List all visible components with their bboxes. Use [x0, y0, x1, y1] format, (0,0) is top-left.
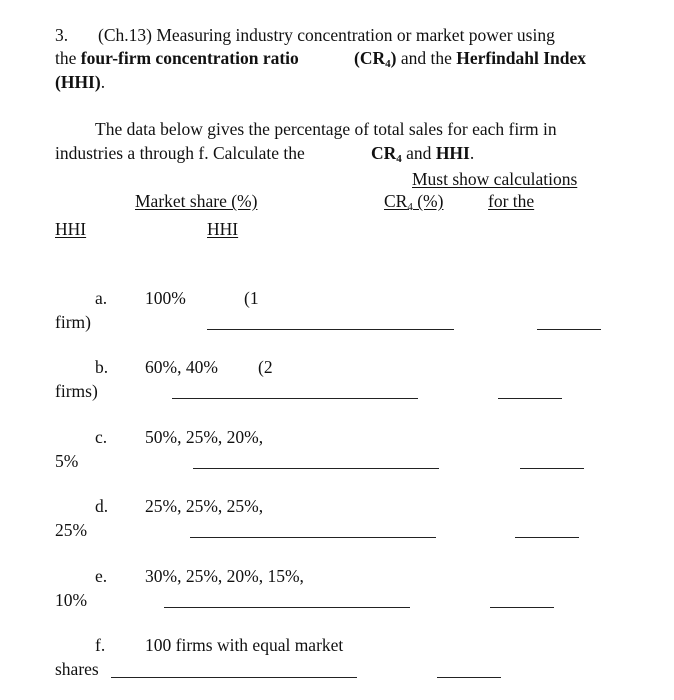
header-cr4: $CR_4$ (%) — [384, 191, 444, 213]
row-letter: a. — [95, 288, 108, 308]
question-line-3: (HHI). — [55, 72, 106, 92]
question-text: and the — [396, 48, 457, 68]
row-shares: 50%, 25%, 20%, — [145, 427, 264, 447]
cr4-answer-blank[interactable] — [193, 468, 439, 469]
header-for-the: for the — [488, 191, 535, 211]
row-wrap-text: 10% — [55, 590, 88, 610]
hhi-answer-blank[interactable] — [520, 468, 584, 469]
term-hhi: (HHI) — [55, 72, 101, 92]
question-text: the — [55, 48, 81, 68]
question-line-2-right — [354, 47, 586, 69]
term-four-firm-ratio: four-firm concentration ratio — [80, 48, 299, 68]
term-hhi: HHI — [435, 143, 470, 163]
row-wrap-text: 25% — [55, 520, 88, 540]
cr4-answer-blank[interactable] — [111, 677, 357, 678]
row-shares: 25%, 25%, 25%, — [145, 496, 264, 516]
row-wrap-text: firms) — [55, 381, 98, 401]
term-herfindahl: Herfindahl Index — [456, 48, 587, 68]
row-letter: c. — [95, 427, 108, 447]
row-wrap-text: firm) — [55, 312, 91, 332]
row-firm-count: (1 — [244, 288, 259, 308]
cr4-answer-blank[interactable] — [190, 537, 436, 538]
instructions-line-1: The data below gives the percentage of total sales for each firm in — [95, 119, 557, 139]
question-line-1: (Ch.13) Measuring industry concentration or market power using — [98, 25, 555, 45]
row-shares: 100% — [145, 288, 186, 308]
hhi-answer-blank[interactable] — [437, 677, 501, 678]
instructions-line-2-right: $CR_4$ and HHI. — [371, 143, 475, 165]
hhi-answer-blank[interactable] — [498, 398, 562, 399]
hhi-answer-blank[interactable] — [490, 607, 554, 608]
header-hhi-left: HHI — [55, 219, 87, 239]
row-wrap-text: shares — [55, 659, 99, 679]
header-hhi-center: HHI — [207, 219, 239, 239]
question-line-2 — [55, 47, 299, 69]
cr4-answer-blank[interactable] — [164, 607, 410, 608]
cr4-answer-blank[interactable] — [207, 329, 454, 330]
row-letter: f. — [95, 635, 106, 655]
row-shares: 100 firms with equal market — [145, 635, 344, 655]
hhi-answer-blank[interactable] — [515, 537, 579, 538]
hhi-answer-blank[interactable] — [537, 329, 601, 330]
row-shares: 30%, 25%, 20%, 15%, — [145, 566, 304, 586]
row-shares: 60%, 40% — [145, 357, 218, 377]
term-cr4: $(CR_4)$ — [354, 48, 397, 70]
row-letter: d. — [95, 496, 109, 516]
question-number: 3. — [55, 25, 69, 45]
row-wrap-text: 5% — [55, 451, 79, 471]
term-cr4: $CR_4$ — [371, 143, 402, 165]
row-letter: b. — [95, 357, 109, 377]
row-firm-count: (2 — [258, 357, 273, 377]
instructions-line-2: industries a through f. Calculate the — [55, 143, 305, 163]
header-must-show: Must show calculations — [412, 169, 578, 189]
row-letter: e. — [95, 566, 108, 586]
cr4-answer-blank[interactable] — [172, 398, 418, 399]
header-market-share: Market share (%) — [135, 191, 258, 211]
